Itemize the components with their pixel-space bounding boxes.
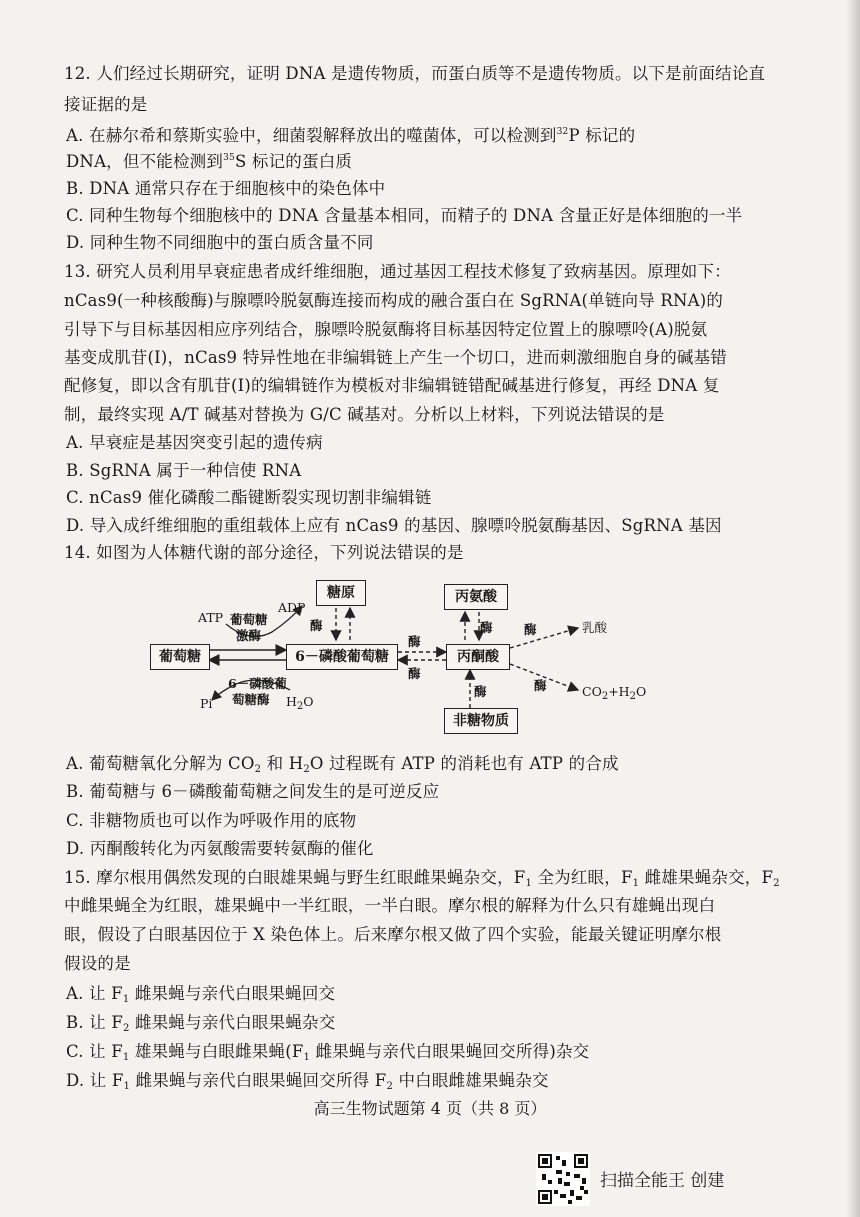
q14-option-b: B. 葡萄糖与 6－磷酸葡萄糖之间发生的是可逆反应 bbox=[66, 782, 440, 801]
q13-line1: 13. 研究人员利用早衰症患者成纤维细胞，通过基因工程技术修复了致病基因。原理如下： bbox=[64, 262, 731, 281]
q13-line2: nCas9(一种核酸酶)与腺嘌呤脱氨酶连接而构成的融合蛋白在 SgRNA(单链向导 RNA)的 bbox=[64, 291, 724, 310]
q13-line4: 基变成肌苷(Ⅰ)，nCas9 特异性地在非编辑链上产生一个切口，进而刺激细胞自身的碱基错 bbox=[64, 348, 727, 367]
qr-code-icon bbox=[536, 1152, 590, 1206]
q12-option-d: D. 同种生物不同细胞中的蛋白质含量不同 bbox=[66, 233, 374, 252]
label-enzyme-back: 酶 bbox=[408, 666, 421, 681]
label-phosphatase-2: 萄糖酶 bbox=[232, 692, 270, 707]
arrow-pyruvate-to-lactic bbox=[510, 628, 578, 648]
q14-option-c: C. 非糖物质也可以作为呼吸作用的底物 bbox=[66, 811, 357, 830]
q13-option-b: B. SgRNA 属于一种信使 RNA bbox=[66, 461, 302, 480]
label-enzyme-alanine: 酶 bbox=[480, 620, 493, 635]
label-kinase-2: 激酶 bbox=[236, 628, 262, 643]
scanner-watermark: 扫描全能王 创建 bbox=[600, 1171, 725, 1191]
box-pyruvate: 丙酮酸 bbox=[446, 644, 510, 670]
q12-stem-line2: 接证据的是 bbox=[64, 95, 148, 114]
q15-option-b: B. 让 F2 雌果蝇与亲代白眼果蝇杂交 bbox=[66, 1013, 336, 1034]
q15-option-c: C. 让 F1 雄果蝇与白眼雌果蝇(F1 雌果蝇与亲代白眼果蝇回交所得)杂交 bbox=[66, 1042, 590, 1063]
label-enzyme-nonsugar: 酶 bbox=[474, 684, 487, 699]
label-adp: ADP bbox=[278, 600, 306, 615]
q15-line3: 眼，假设了白眼基因位于 X 染色体上。后来摩尔根又做了四个实验，能最关键证明摩尔根 bbox=[64, 925, 722, 944]
label-pi: Pi bbox=[200, 696, 213, 711]
label-enzyme-glycogen: 酶 bbox=[310, 618, 323, 633]
q15-line2: 中雌果蝇全为红眼，雄果蝇中一半红眼，一半白眼。摩尔根的解释为什么只有雄蝇出现白 bbox=[64, 896, 716, 915]
q13-line5: 配修复，即以含有肌苷(Ⅰ)的编辑链作为模板对非编辑链错配碱基进行修复，再经 DNA 复 bbox=[64, 376, 720, 395]
q12-option-a-line1: A. 在赫尔希和蔡斯实验中，细菌裂解释放出的噬菌体，可以检测到$^{32}$P 标记的 bbox=[66, 126, 636, 145]
label-co2-h2o: $CO_2+H_2O$ bbox=[582, 684, 647, 702]
page-footer: 高三生物试题第 4 页（共 8 页） bbox=[313, 1099, 547, 1118]
label-enzyme-forward: 酶 bbox=[408, 634, 421, 649]
label-lactic-acid: 乳酸 bbox=[582, 620, 608, 635]
q15-option-a: A. 让 F1 雌果蝇与亲代白眼果蝇回交 bbox=[66, 984, 336, 1005]
label-phosphatase-1: 6－磷酸葡 bbox=[228, 676, 287, 691]
q13-line6: 制，最终实现 A/T 碱基对替换为 G/C 碱基对。分析以上材料，下列说法错误的是 bbox=[64, 405, 665, 424]
q12-option-a-line2: DNA，但不能检测到$^{35}$S 标记的蛋白质 bbox=[66, 152, 353, 171]
q14-option-a: A. 葡萄糖氧化分解为 CO2 和 H2O 过程既有 ATP 的消耗也有 ATP 的合成 bbox=[66, 754, 619, 775]
label-kinase-1: 葡萄糖 bbox=[230, 612, 268, 627]
q13-option-a: A. 早衰症是基因突变引起的遗传病 bbox=[66, 433, 323, 452]
q13-line3: 引导下与目标基因相应序列结合，腺嘌呤脱氨酶将目标基因特定位置上的腺嘌呤(A)脱氨 bbox=[64, 320, 708, 339]
q12-option-c: C. 同种生物每个细胞核中的 DNA 含量基本相同，而精子的 DNA 含量正好是体细胞的一半 bbox=[66, 206, 743, 225]
label-atp: ATP bbox=[198, 610, 224, 625]
q15-option-d: D. 让 F1 雌果蝇与亲代白眼果蝇回交所得 F2 中白眼雌雄果蝇杂交 bbox=[66, 1071, 549, 1092]
q12-option-b: B. DNA 通常只存在于细胞核中的染色体中 bbox=[66, 179, 386, 198]
box-glycogen: 糖原 bbox=[316, 580, 366, 606]
label-enzyme-lactic: 酶 bbox=[524, 622, 537, 637]
glucose-metabolism-diagram bbox=[140, 572, 660, 742]
q13-option-d: D. 导入成纤维细胞的重组载体上应有 nCas9 的基因、腺嘌呤脱氨酶基因、SgRNA 基因 bbox=[66, 516, 722, 535]
q13-option-c: C. nCas9 催化磷酸二酯键断裂实现切割非编辑链 bbox=[66, 488, 432, 507]
q14-option-d: D. 丙酮酸转化为丙氨酸需要转氨酶的催化 bbox=[66, 839, 374, 858]
q14-stem: 14. 如图为人体糖代谢的部分途径，下列说法错误的是 bbox=[64, 543, 464, 562]
q12-stem-line1: 12. 人们经过长期研究，证明 DNA 是遗传物质，而蛋白质等不是遗传物质。以下是前面结论直 bbox=[64, 64, 766, 83]
label-enzyme-co2: 酶 bbox=[534, 678, 547, 693]
diagram-arrows bbox=[140, 572, 660, 742]
box-alanine: 丙氨酸 bbox=[444, 584, 508, 610]
box-g6p: 6－磷酸葡萄糖 bbox=[286, 644, 398, 670]
label-h2o: $H_2O$ bbox=[286, 694, 314, 712]
q15-line4: 假设的是 bbox=[64, 954, 131, 973]
box-non-sugar: 非糖物质 bbox=[444, 708, 518, 734]
q15-line1: 15. 摩尔根用偶然发现的白眼雄果蝇与野生红眼雌果蝇杂交，F1 全为红眼，F1 雌雄果蝇杂交，F2 bbox=[64, 868, 780, 889]
box-glucose: 葡萄糖 bbox=[150, 644, 210, 670]
